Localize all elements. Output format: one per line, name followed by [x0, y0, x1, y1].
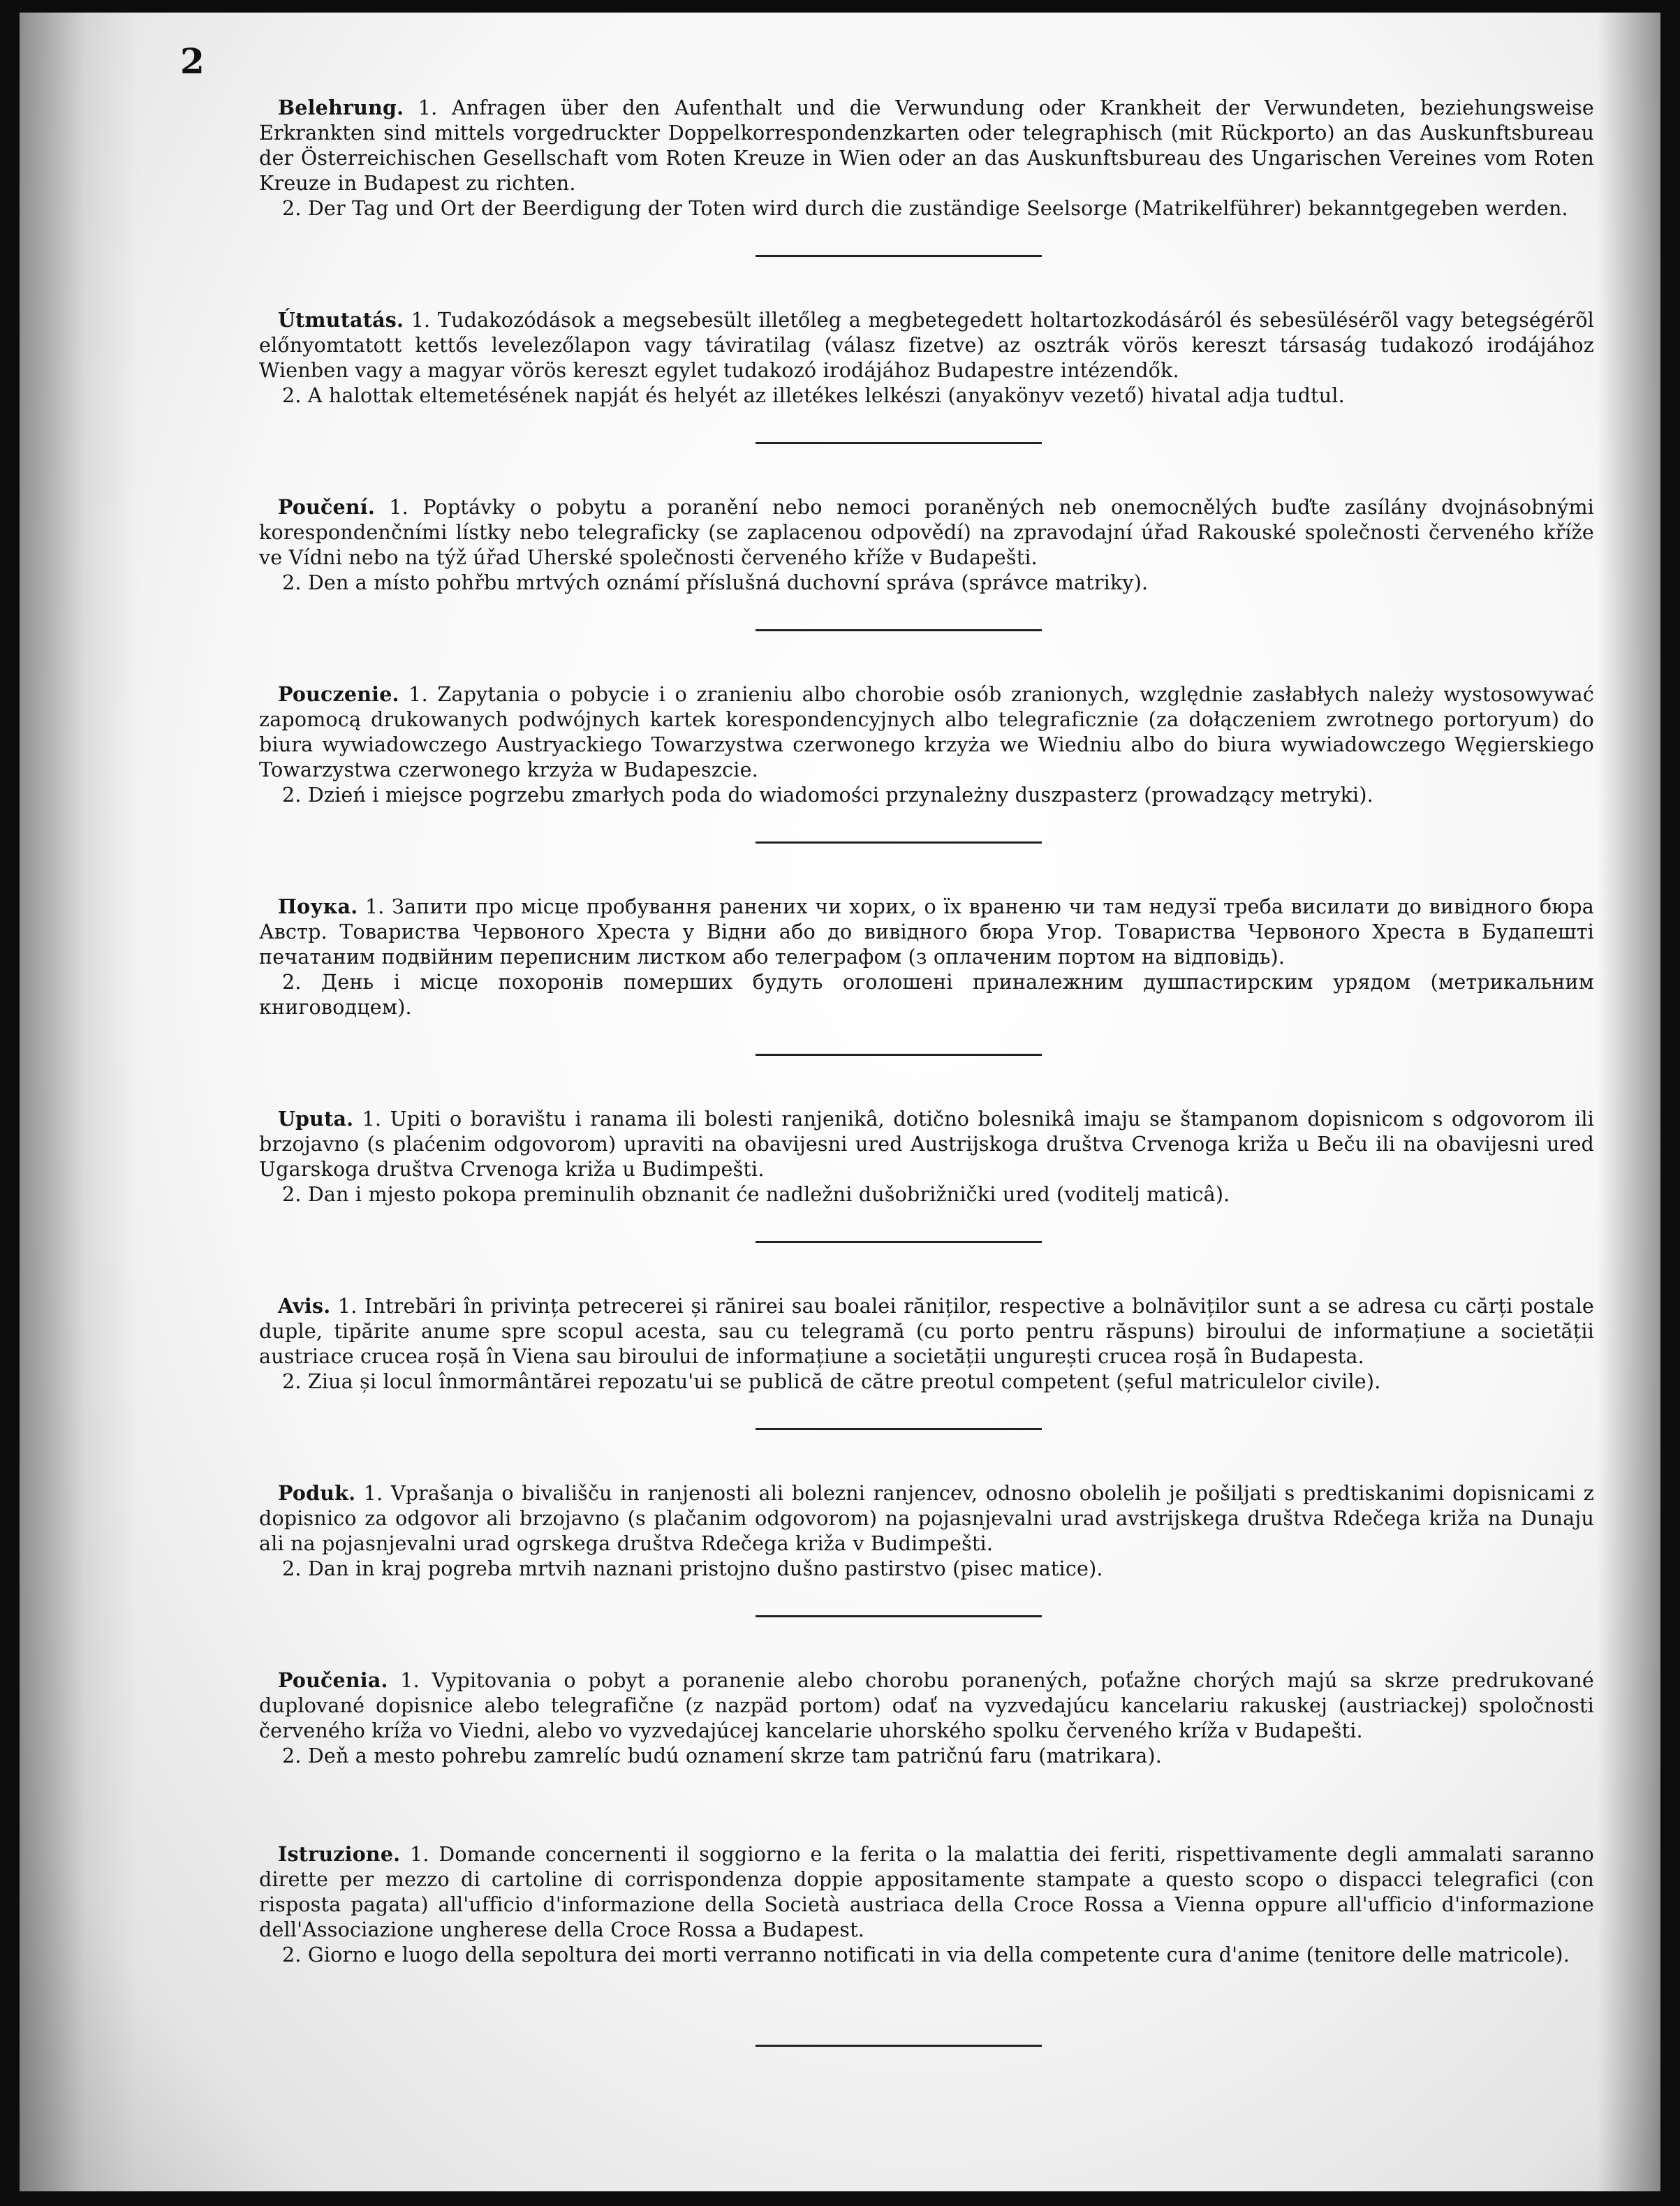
instructions-column: [259, 95, 1594, 2097]
section-paragraph-2: [259, 196, 1594, 221]
section-item-1: 1. Upiti o boravištu i ranama ili bolesti ranjenikâ, dotično bolesnikâ imaju se štampanom dopisnicom s odgovorom ili brzojavno (s plaćenim odgovorom) upraviti na obavijesni ured Austrijskoga društva Crvenoga križa u Beču ili na obavijesni ured Ugarskoga društva Crvenoga križa u Budimpešti.: [259, 1108, 1594, 1181]
section-italian: [259, 1841, 1594, 1968]
section-divider: [756, 1615, 1042, 1617]
section-paragraph-2: [259, 1744, 1594, 1769]
section-heading: Istruzione.: [278, 1842, 401, 1866]
section-heading: Avis.: [278, 1294, 331, 1318]
section-german: [259, 95, 1594, 221]
section-paragraph-1: [259, 894, 1594, 970]
section-divider: [756, 442, 1042, 444]
section-heading: Uputa.: [278, 1107, 354, 1131]
section-paragraph-1: [259, 494, 1594, 571]
section-paragraph-1: [259, 1668, 1594, 1744]
section-item-2: 2. A halottak eltemetésének napját és helyét az illetékes lelkészi (anyakönyv vezető) hivatal adja tudtul.: [282, 384, 1345, 407]
section-item-1: 1. Zapytania o pobycie i o zranieniu albo chorobie osób zranionych, względnie zasłabłych należy wystosowywać zapomocą drukowanych podwójnych kartek korespondencyjnych albo telegraficznie (za dołączeniem zwrotnego portoryum) do biura wywiadowczego Austryackiego Towarzystwa czerwonego krzyża we Wiedniu albo do biura wywiadowczego Węgierskiego Towarzystwa czerwonego krzyża w Budapeszcie.: [259, 683, 1594, 781]
section-item-1: 1. Poptávky o pobytu a poranění nebo nemoci poraněných neb onemocnělých buďte zasílány dvojnásobnými korespondenčními lístky nebo telegraficky (se zaplacenou odpovědí) na zpravodajní úřad Rakouské společnosti červeného kříže ve Vídni nebo na týž úřad Uherské společnosti červeného kříže v Budapešti.: [259, 496, 1594, 569]
section-divider: [756, 629, 1042, 631]
section-paragraph-1: [259, 1480, 1594, 1557]
section-divider: [756, 1428, 1042, 1430]
section-heading: Útmutatás.: [278, 308, 404, 332]
section-paragraph-1: [259, 682, 1594, 783]
section-item-2: 2. Dzień i miejsce pogrzebu zmarłych poda do wiadomości przynależny duszpasterz (prowadzący metryki).: [282, 784, 1373, 807]
section-hungarian: [259, 307, 1594, 409]
section-item-1: 1. Intrebări în privința petrecerei și rănirei sau boalei răniților, respective a bolnăviților sunt a se adresa cu cărți postale duple, tipărite anume spre scopul acesta, sau cu telegramă (cu porto pentru răspuns) biroului de informațiune a societății austriace crucea roșă în Viena sau biroului de informațiune a societății ungurești crucea roșă în Budapesta.: [259, 1295, 1594, 1368]
section-item-1: 1. Vprašanja o bivališču in ranjenosti ali bolezni ranjencev, odnosno obolelih je pošiljati s predtiskanimi dopisnicami z dopisnico za odgovor ali brzojavno (s plačanim odgovorom) na pojasnjevalni urad avstrijskega društva Rdečega križa na Dunaju ali na pojasnjevalni urad ogrskega društva Rdečega križa v Budimpešti.: [259, 1482, 1594, 1555]
section-polish: [259, 682, 1594, 808]
section-item-1: 1. Tudakozódások a megsebesült illetőleg a megbetegedett holtartozkodásáról és sebesülésérõl vagy betegségérõl előnyomtatott kettős levelezőlapon vagy távirati​lag (válasz fizetve) az osztrák vörös kereszt társaság tudakozó irodájához Wienben vagy a magyar vörös kereszt egylet tudakozó irodájához Budapestre intézendők.: [259, 309, 1594, 382]
section-heading: Belehrung.: [278, 96, 404, 119]
page-number: 2: [180, 41, 205, 82]
section-heading: Поука.: [278, 895, 358, 918]
section-item-2: 2. Der Tag und Ort der Beerdigung der Toten wird durch die zuständige Seelsorge (Matrikelführer) bekanntgegeben werden.: [282, 197, 1568, 220]
section-item-1: 1. Vypitovania o pobyt a poranenie alebo chorobu poranených, poťažne chorých majú sa skrze predrukované duplované dopisnice alebo telegrafične (z nazpäd portom) odať na vyzvedajúcu kancelariu rakuskej (austriackej) spoločnosti červeného kríža vo Viedni, alebo vo vyzvedajúcej kancelarie uhorského spolku červeného kríža v Budapešti.: [259, 1669, 1594, 1742]
section-item-2: 2. День і місце похоронів померших будуть оголошені приналежним душпастирским урядом (метрикальним книговодцем).: [259, 971, 1594, 1019]
section-paragraph-2: [259, 970, 1594, 1020]
document-page: [20, 13, 1660, 2191]
section-divider: [756, 841, 1042, 844]
section-item-1: 1. Запити про місце пробування ранених чи хорих, о їх враненю чи там недузї треба висилати до вивідного бюра Австр. Товариства Червоного Хреста у Відни або до вивідного бюра Угор. Товариства Червоного Хреста в Будапешті печатаним подвійним переписним листком або телеграфом (з оплаченим портом на відповідь).: [259, 895, 1594, 969]
section-paragraph-1: [259, 1106, 1594, 1182]
section-divider: [756, 255, 1042, 257]
section-item-2: 2. Giorno e luogo della sepoltura dei morti verranno notificati in via della competente cura d'anime (tenitore delle matricole).: [282, 1943, 1570, 1966]
section-divider: [756, 1241, 1042, 1243]
section-ukrainian: [259, 894, 1594, 1020]
section-paragraph-2: [259, 1557, 1594, 1582]
section-item-1: 1. Domande concernenti il soggiorno e la ferita o la malattia dei feriti, rispettivamente degli ammalati saranno dirette per mezzo di cartoline di corrispondenza doppie appositamente stampate a questo scopo o dispacci telegrafici (con risposta pagata) all'ufficio d'informazione della Società austriaca della Croce Rossa a Vienna oppure all'ufficio d'informazione dell'Associazione ungherese della Croce Rossa a Budapest.: [259, 1843, 1594, 1941]
section-paragraph-2: [259, 571, 1594, 596]
section-heading: Poduk.: [278, 1481, 356, 1505]
section-paragraph-1: [259, 95, 1594, 196]
section-heading: Poučení.: [278, 495, 375, 519]
section-slovak: [259, 1668, 1594, 1769]
section-item-2: 2. Ziua și locul înmormântărei repozatu'ui se publică de către preotul competent (șeful matriculelor civile).: [282, 1370, 1381, 1393]
section-romanian: [259, 1293, 1594, 1395]
section-divider: [756, 1054, 1042, 1056]
section-paragraph-2: [259, 1182, 1594, 1207]
section-item-2: 2. Deň a mesto pohrebu zamrelíc budú oznamení skrze tam patričnú faru (matrikara).: [282, 1744, 1163, 1767]
section-paragraph-2: [259, 1369, 1594, 1395]
section-heading: Pouczenie.: [278, 682, 399, 706]
section-item-2: 2. Den a místo pohřbu mrtvých oznámí příslušná duchovní správa (správce matriky).: [282, 571, 1149, 594]
section-slovene: [259, 1480, 1594, 1582]
section-paragraph-2: [259, 783, 1594, 808]
section-paragraph-2: [259, 1943, 1594, 1968]
section-czech: [259, 494, 1594, 596]
section-item-1: 1. Anfragen über den Aufenthalt und die Verwundung oder Krankheit der Verwundeten, beziehungsweise Erkrankten sind mittels vorgedruckter Doppelkorrespondenzkarten oder telegraphisch (mit Rückporto) an das Auskunftsbureau der Österreichischen Gesellschaft vom Roten Kreuze in Wien oder an das Auskunftsbureau des Ungarischen Vereines vom Roten Kreuze in Budapest zu richten.: [259, 96, 1594, 195]
section-croatian: [259, 1106, 1594, 1207]
section-paragraph-1: [259, 1293, 1594, 1369]
section-heading: Poučenia.: [278, 1668, 388, 1692]
section-item-2: 2. Dan in kraj pogreba mrtvih naznani pristojno dušno pastirstvo (pisec matice).: [282, 1557, 1103, 1580]
section-paragraph-2: [259, 383, 1594, 409]
section-paragraph-1: [259, 307, 1594, 383]
section-paragraph-1: [259, 1841, 1594, 1943]
section-item-2: 2. Dan i mjesto pokopa preminulih obznanit će nadležni dušobrižnički ured (voditelj maticâ).: [282, 1183, 1230, 1206]
closing-divider: [756, 2045, 1042, 2047]
